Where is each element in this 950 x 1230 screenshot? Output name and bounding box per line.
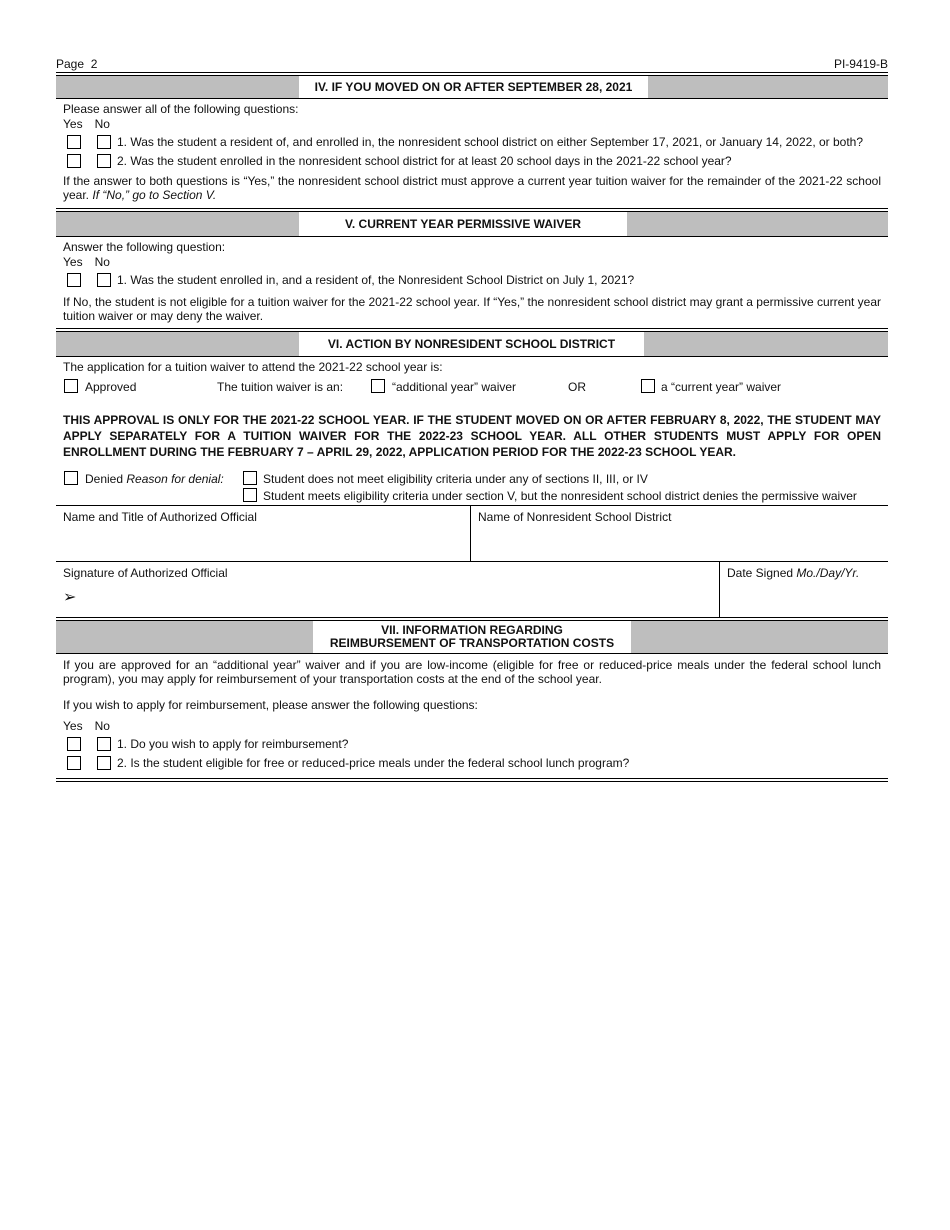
section-vii — [56, 658, 888, 772]
page-header — [56, 56, 888, 72]
yes-checkbox[interactable] — [67, 154, 81, 168]
signature-row — [56, 562, 888, 617]
section-vi-header — [56, 332, 888, 357]
date-signed-field[interactable] — [720, 562, 888, 617]
no-checkbox[interactable] — [97, 737, 111, 751]
reason-1-checkbox[interactable] — [243, 471, 257, 485]
approved-checkbox[interactable] — [64, 379, 78, 393]
section-iv — [56, 102, 888, 202]
or-label: OR — [568, 380, 586, 394]
section-vi-intro: The application for a tuition waiver to attend the 2021-22 school year is: — [63, 360, 443, 374]
question-row — [63, 734, 881, 753]
question-row — [63, 132, 881, 151]
current-year-checkbox[interactable] — [641, 379, 655, 393]
no-checkbox[interactable] — [97, 273, 111, 287]
section-v-title: V. CURRENT YEAR PERMISSIVE WAIVER — [299, 212, 627, 236]
section-vii-header — [56, 621, 888, 654]
question-row — [63, 151, 881, 170]
no-checkbox[interactable] — [97, 154, 111, 168]
signature-field[interactable] — [56, 562, 720, 617]
no-checkbox[interactable] — [97, 135, 111, 149]
official-row — [56, 506, 888, 561]
section-iv-note: If the answer to both questions is “Yes,” the nonresident school district must approve a current year tuition waiver for the remainder of the 2021-22 school year. If “No,” go to Section V. — [63, 174, 881, 202]
question-row — [63, 270, 881, 289]
question-row — [63, 753, 881, 772]
signature-label: Signature of Authorized Official — [63, 566, 228, 580]
section-v-intro: Answer the following question: — [63, 240, 226, 254]
section-iv-header — [56, 76, 888, 99]
section-vi-title: VI. ACTION BY NONRESIDENT SCHOOL DISTRICT — [299, 332, 644, 356]
section-vii-para1: If you are approved for an “additional year” waiver and if you are low-income (eligible for free or reduced-price meals under the federal school lunch program), you may apply for reimbursement of your transportation costs at the end of the school year. — [63, 658, 881, 686]
question-text: 2. Is the student eligible for free or reduced-price meals under the federal school lunch program? — [117, 755, 630, 770]
additional-year-checkbox[interactable] — [371, 379, 385, 393]
denied-checkbox[interactable] — [64, 471, 78, 485]
yes-no-header: Yes No — [63, 255, 110, 269]
no-checkbox[interactable] — [97, 756, 111, 770]
yes-checkbox[interactable] — [67, 273, 81, 287]
question-text: 1. Was the student a resident of, and enrolled in, the nonresident school district on either September 17, 2021, or January 14, 2022, or both? — [117, 134, 864, 149]
approved-label: Approved — [85, 380, 137, 394]
district-name-label: Name of Nonresident School District — [478, 510, 672, 524]
divider — [56, 778, 888, 782]
question-text: 2. Was the student enrolled in the nonresident school district for at least 20 school days in the 2021-22 school year? — [117, 153, 732, 168]
reason-2-label: Student meets eligibility criteria under section V, but the nonresident school district denies the permissive waiver — [263, 489, 857, 503]
date-signed-label: Date Signed Mo./Day/Yr. — [727, 566, 860, 580]
section-v — [56, 240, 888, 323]
approval-row — [63, 375, 881, 397]
denied-label: Denied Reason for denial: — [85, 472, 224, 486]
section-v-header — [56, 212, 888, 237]
district-name-field[interactable] — [471, 506, 888, 561]
official-name-label: Name and Title of Authorized Official — [63, 510, 257, 524]
question-text: 1. Do you wish to apply for reimbursement? — [117, 736, 349, 751]
page-number: Page 2 — [56, 57, 98, 71]
section-vii-title: VII. INFORMATION REGARDING REIMBURSEMENT OF TRANSPORTATION COSTS — [313, 621, 631, 653]
arrow-icon: ➢ — [63, 589, 77, 606]
yes-no-header: Yes No — [63, 117, 110, 131]
yes-no-header: Yes No — [63, 719, 110, 733]
yes-checkbox[interactable] — [67, 737, 81, 751]
form-page — [56, 56, 888, 782]
section-iv-title: IV. IF YOU MOVED ON OR AFTER SEPTEMBER 28, 2021 — [299, 76, 648, 98]
question-text: 1. Was the student enrolled in, and a resident of, the Nonresident School District on July 1, 2021? — [117, 272, 635, 287]
official-name-field[interactable] — [56, 506, 471, 561]
section-vii-para2: If you wish to apply for reimbursement, please answer the following questions: — [63, 698, 478, 712]
approval-notice: THIS APPROVAL IS ONLY FOR THE 2021-22 SCHOOL YEAR. IF THE STUDENT MOVED ON OR AFTER FEBRUARY 8, 2022, THE STUDENT MAY APPLY SEPARATELY FOR A TUITION WAIVER FOR THE 2022-23 SCHOOL YEAR. ALL OTHER STUDENTS MUST APPLY FOR OPEN ENROLLMENT DURING THE FEBRUARY 7 – APRIL 29, 2022, APPLICATION PERIOD FOR THE 2022-23 SCHOOL YEAR. — [63, 413, 881, 459]
current-year-label: a “current year” waiver — [661, 380, 782, 394]
waiver-type-label: The tuition waiver is an: — [217, 380, 344, 394]
section-v-note: If No, the student is not eligible for a tuition waiver for the 2021-22 school year. If “Yes,” the nonresident school district may grant a permissive current year tuition waiver or may deny the waiver. — [63, 295, 881, 323]
form-id: PI-9419-B — [833, 57, 888, 71]
yes-checkbox[interactable] — [67, 135, 81, 149]
yes-checkbox[interactable] — [67, 756, 81, 770]
section-iv-intro: Please answer all of the following questions: — [63, 102, 299, 116]
denial-block — [63, 465, 881, 505]
section-vi — [56, 360, 888, 505]
additional-year-label: “additional year” waiver — [392, 380, 517, 394]
reason-2-checkbox[interactable] — [243, 488, 257, 502]
reason-1-label: Student does not meet eligibility criteria under any of sections II, III, or IV — [263, 472, 648, 486]
